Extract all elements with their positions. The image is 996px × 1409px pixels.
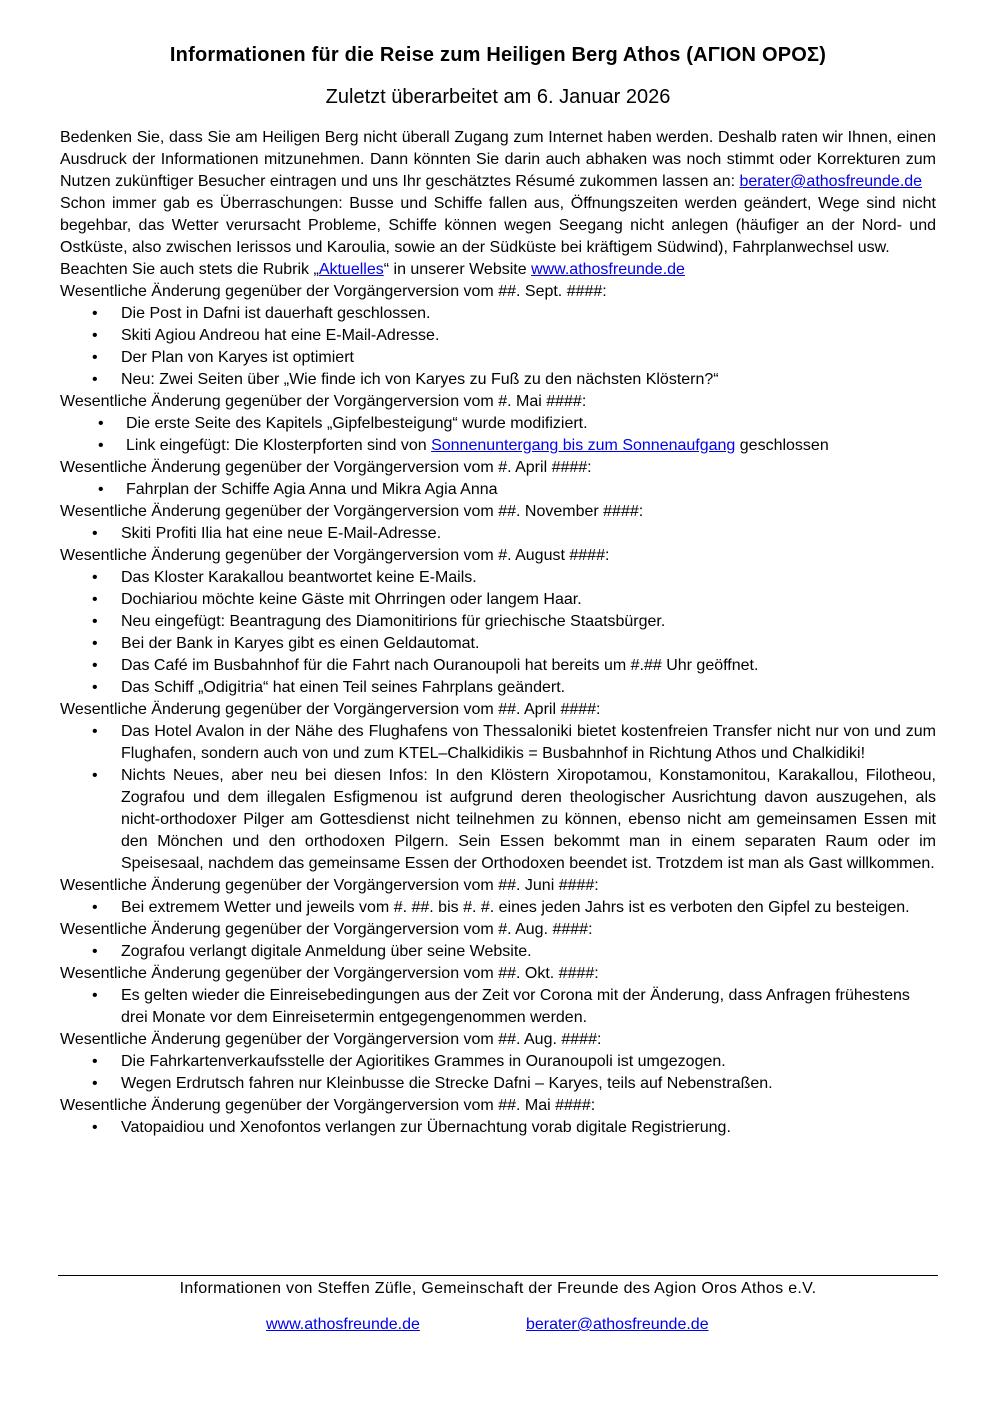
last-revised-date: Zuletzt überarbeitet am 6. Januar 2026 bbox=[325, 86, 671, 108]
list-item-text: geschlossen bbox=[735, 437, 829, 454]
footer-author-text: Informationen von Steffen Züfle, Gemeinschaft der Freunde des Agion Oros Athos e.V. bbox=[179, 1280, 817, 1297]
list-item bbox=[60, 435, 936, 457]
change-heading: Wesentliche Änderung gegenüber der Vorgängerversion vom #. April ####: bbox=[60, 459, 592, 476]
document-title: Informationen für die Reise zum Heiligen Berg Athos (ΑΓΙΟΝ ΟΡΟΣ) bbox=[169, 44, 827, 66]
change-list bbox=[60, 897, 936, 919]
document-body bbox=[60, 127, 936, 1139]
list-item: • Es gelten wieder die Einreisebedingungen aus der Zeit vor Corona mit der Änderung, dass Anfragen frühestens drei Monate vor dem Einreisetermin entgegengenommen werden. bbox=[60, 985, 936, 1029]
news-middle-text: “ in unserer Website bbox=[383, 261, 532, 278]
footer-divider bbox=[58, 1275, 938, 1276]
list-item: • Dochiariou möchte keine Gäste mit Ohrringen oder langem Haar. bbox=[60, 589, 936, 611]
change-list bbox=[60, 1117, 936, 1139]
website-link[interactable]: www.athosfreunde.de bbox=[531, 261, 685, 278]
list-item: • Zografou verlangt digitale Anmeldung über seine Website. bbox=[60, 941, 936, 963]
intro-paragraph-news bbox=[60, 259, 936, 281]
list-item: • Neu: Zwei Seiten über „Wie finde ich von Karyes zu Fuß zu den nächsten Klöstern?“ bbox=[60, 369, 936, 391]
list-item: • Die Fahrkartenverkaufsstelle der Agioritikes Grammes in Ouranoupoli ist umgezogen. bbox=[60, 1051, 936, 1073]
list-item: • Die erste Seite des Kapitels „Gipfelbesteigung“ wurde modifiziert. bbox=[60, 413, 936, 435]
change-list bbox=[60, 479, 936, 501]
change-heading: Wesentliche Änderung gegenüber der Vorgängerversion vom ##. Juni ####: bbox=[60, 877, 599, 894]
list-item: • Bei extremem Wetter und jeweils vom #. ##. bis #. #. eines jeden Jahrs ist es verboten den Gipfel zu besteigen. bbox=[60, 897, 936, 919]
intro-text: Bedenken Sie, dass Sie am Heiligen Berg nicht überall Zugang zum Internet haben werden. Deshalb raten wir Ihnen, einen Ausdruck der Informationen mitzunehmen. Dann könnten Sie darin auch abhaken was noch stimmt oder Korrekturen zum Nutzen zukünftiger Besucher eintragen und uns Ihr geschätztes Résumé zukommen lassen an: bbox=[60, 129, 936, 190]
change-heading: Wesentliche Änderung gegenüber der Vorgängerversion vom ##. Okt. ####: bbox=[60, 965, 599, 982]
change-heading: Wesentliche Änderung gegenüber der Vorgängerversion vom #. Mai ####: bbox=[60, 393, 587, 410]
list-item: • Wegen Erdrutsch fahren nur Kleinbusse die Strecke Dafni – Karyes, teils auf Nebenstraßen. bbox=[60, 1073, 936, 1095]
change-heading: Wesentliche Änderung gegenüber der Vorgängerversion vom ##. November ####: bbox=[60, 503, 644, 520]
change-heading: Wesentliche Änderung gegenüber der Vorgängerversion vom ##. Sept. ####: bbox=[60, 283, 607, 300]
change-list bbox=[60, 941, 936, 963]
change-heading: Wesentliche Änderung gegenüber der Vorgängerversion vom #. Aug. ####: bbox=[60, 921, 593, 938]
footer-email-link[interactable]: berater@athosfreunde.de bbox=[526, 1316, 709, 1333]
news-prefix-text: Beachten Sie auch stets die Rubrik „ bbox=[60, 261, 319, 278]
change-heading: Wesentliche Änderung gegenüber der Vorgängerversion vom #. August ####: bbox=[60, 547, 610, 564]
list-item: • Das Café im Busbahnhof für die Fahrt nach Ouranoupoli hat bereits um #.## Uhr geöffnet. bbox=[60, 655, 936, 677]
change-heading: Wesentliche Änderung gegenüber der Vorgängerversion vom ##. April ####: bbox=[60, 701, 601, 718]
list-item: • Neu eingefügt: Beantragung des Diamonitirions für griechische Staatsbürger. bbox=[60, 611, 936, 633]
change-list bbox=[60, 567, 936, 699]
contact-email-link[interactable]: berater@athosfreunde.de bbox=[739, 173, 923, 190]
aktuelles-link[interactable]: Aktuelles bbox=[318, 261, 384, 278]
change-heading: Wesentliche Änderung gegenüber der Vorgängerversion vom ##. Mai ####: bbox=[60, 1097, 596, 1114]
sunset-sunrise-link[interactable]: Sonnenuntergang bis zum Sonnenaufgang bbox=[431, 437, 736, 454]
intro-paragraph-surprises: Schon immer gab es Überraschungen: Busse und Schiffe fallen aus, Öffnungszeiten werden geändert, Wege sind nicht begehbar, das Wetter verursacht Probleme, Schiffe können wegen Seegang nicht anlegen (häufiger an der Nord- und Ostküste, also zwischen Ierissos und Karoulia, sowie an der Südküste bei kräftigem Südwind), Fahrplanwechsel usw. bbox=[60, 195, 936, 256]
change-list bbox=[60, 985, 936, 1029]
change-heading: Wesentliche Änderung gegenüber der Vorgängerversion vom ##. Aug. ####: bbox=[60, 1031, 602, 1048]
list-item: • Nichts Neues, aber neu bei diesen Infos: In den Klöstern Xiropotamou, Konstamonitou, Karakallou, Filotheou, Zografou und dem illegalen Esfigmenou ist aufgrund deren theologischer Ausrichtung davon auszugehen, als nicht-orthodoxer Pilger am Gottesdienst nicht teilnehmen zu können, ebenso nicht am gemeinsamen Essen mit den Mönchen und den orthodoxen Pilgern. Sein Essen bekommt man in einem separaten Raum oder im Speisesaal, nachdem das gemeinsame Essen der Orthodoxen beendet ist. Trotzdem ist man als Gast willkommen. bbox=[60, 765, 936, 875]
list-item: • Das Schiff „Odigitria“ hat einen Teil seines Fahrplans geändert. bbox=[60, 677, 936, 699]
change-list bbox=[60, 303, 936, 391]
change-list bbox=[60, 1051, 936, 1095]
footer-website-link[interactable]: www.athosfreunde.de bbox=[266, 1316, 420, 1333]
list-item: • Skiti Agiou Andreou hat eine E-Mail-Adresse. bbox=[60, 325, 936, 347]
list-item: • Das Hotel Avalon in der Nähe des Flughafens von Thessaloniki bietet kostenfreien Transfer nicht nur von und zum Flughafen, sondern auch von und zum KTEL–Chalkidikis = Busbahnhof in Richtung Athos und Chalkidiki! bbox=[60, 721, 936, 765]
list-item: • Bei der Bank in Karyes gibt es einen Geldautomat. bbox=[60, 633, 936, 655]
list-item-text: Link eingefügt: Die Klosterpforten sind von bbox=[126, 437, 432, 454]
list-item: • Vatopaidiou und Xenofontos verlangen zur Übernachtung vorab digitale Registrierung. bbox=[60, 1117, 936, 1139]
list-item: • Das Kloster Karakallou beantwortet keine E-Mails. bbox=[60, 567, 936, 589]
change-list bbox=[60, 721, 936, 875]
list-item: • Die Post in Dafni ist dauerhaft geschlossen. bbox=[60, 303, 936, 325]
list-item: • Skiti Profiti Ilia hat eine neue E-Mail-Adresse. bbox=[60, 523, 936, 545]
intro-paragraph-internet bbox=[60, 127, 936, 193]
change-list bbox=[60, 523, 936, 545]
change-list bbox=[60, 413, 936, 457]
list-item: • Fahrplan der Schiffe Agia Anna und Mikra Agia Anna bbox=[60, 479, 936, 501]
list-item: • Der Plan von Karyes ist optimiert bbox=[60, 347, 936, 369]
